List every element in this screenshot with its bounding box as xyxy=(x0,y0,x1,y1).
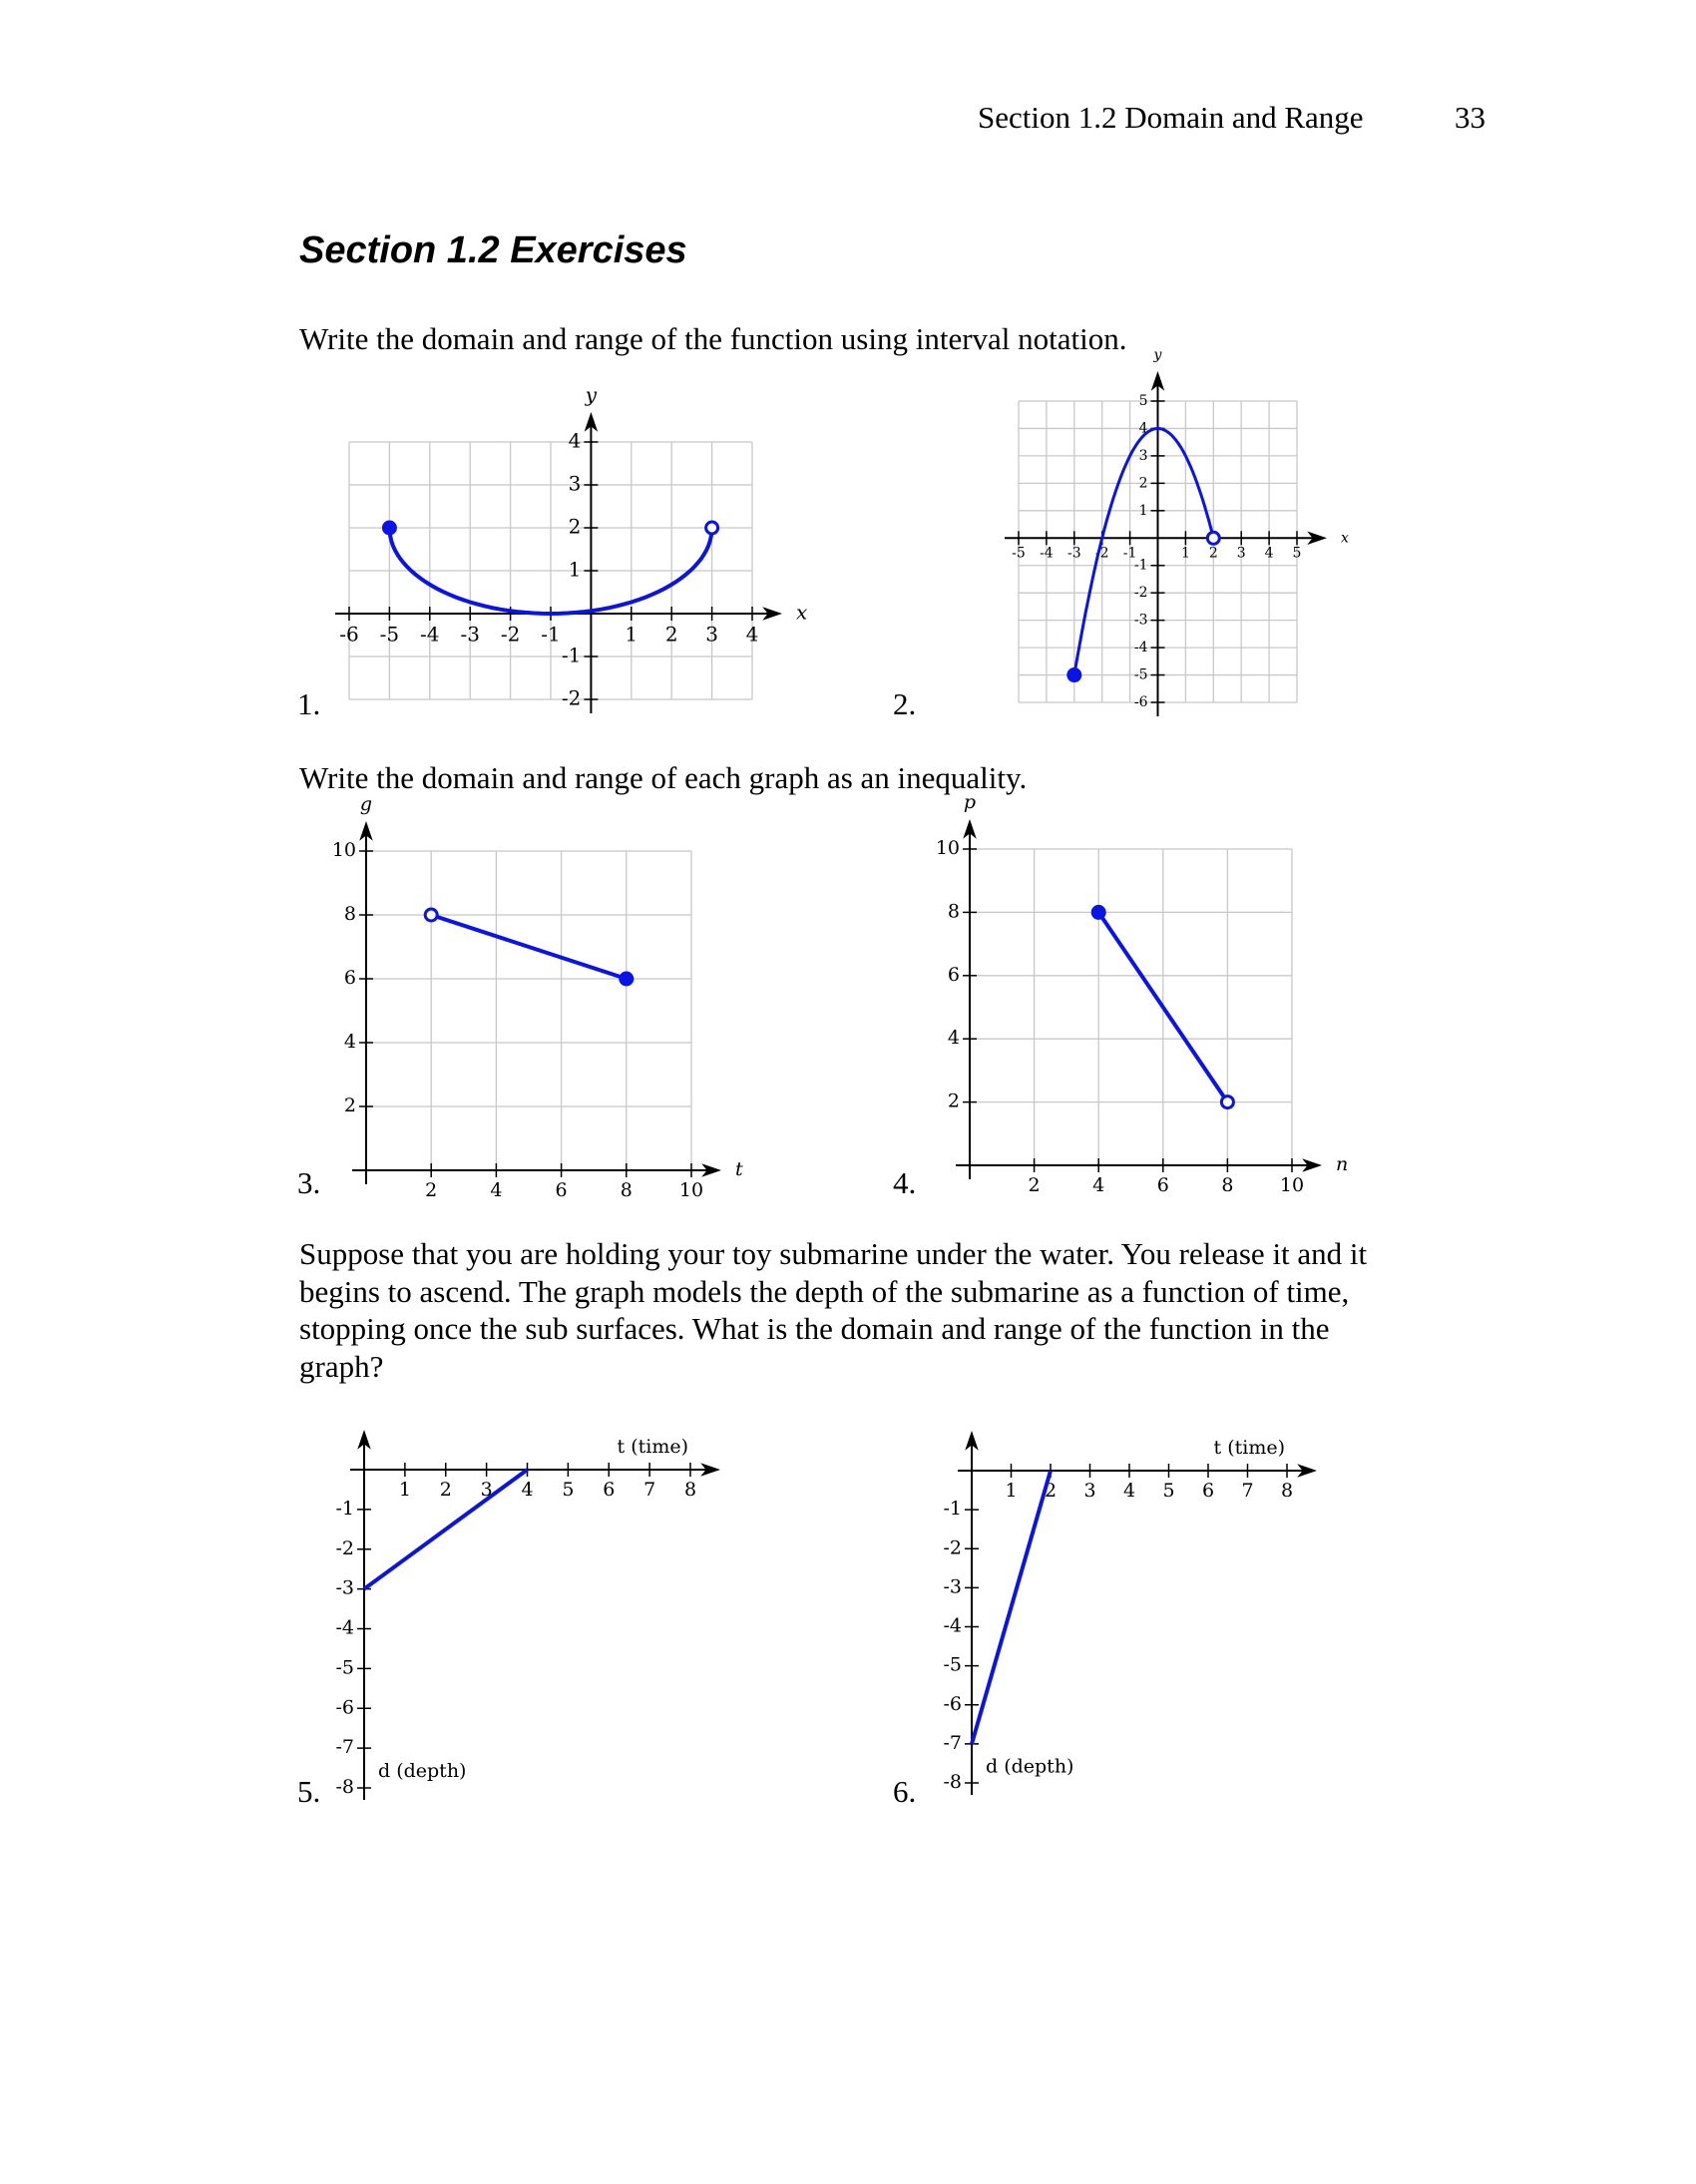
axes xyxy=(332,793,743,1201)
svg-text:10: 10 xyxy=(935,837,960,859)
svg-text:8: 8 xyxy=(683,1478,697,1501)
graph-6 xyxy=(943,1431,1317,1795)
axes xyxy=(943,1431,1317,1795)
closed-endpoint-dot xyxy=(621,973,633,985)
svg-text:-4: -4 xyxy=(943,1614,962,1637)
svg-text:-2: -2 xyxy=(1094,545,1109,562)
open-endpoint-circle xyxy=(1221,1096,1233,1108)
svg-text:-1: -1 xyxy=(1122,545,1137,562)
graph-3 xyxy=(332,793,743,1201)
svg-text:2: 2 xyxy=(343,1094,356,1116)
svg-text:2: 2 xyxy=(1138,475,1148,492)
open-endpoint-circle xyxy=(706,522,718,534)
graph-4 xyxy=(936,791,1348,1196)
svg-text:-1: -1 xyxy=(335,1497,354,1520)
svg-text:-6: -6 xyxy=(335,1696,354,1719)
problem-number-5: 5. xyxy=(297,1774,321,1809)
axes xyxy=(335,383,807,714)
svg-text:-1: -1 xyxy=(1133,557,1148,574)
svg-text:-1: -1 xyxy=(541,622,561,647)
svg-text:7: 7 xyxy=(643,1478,656,1501)
svg-text:-2: -2 xyxy=(335,1536,354,1559)
instruction-interval-notation: Write the domain and range of the function using interval notation. xyxy=(299,321,1127,356)
svg-text:-2: -2 xyxy=(500,622,521,647)
svg-text:-2: -2 xyxy=(561,685,582,710)
svg-text:8: 8 xyxy=(620,1178,633,1201)
svg-text:1: 1 xyxy=(1005,1479,1018,1502)
svg-text:4: 4 xyxy=(1122,1479,1136,1502)
running-header-title: Section 1.2 Domain and Range xyxy=(978,100,1364,135)
svg-text:7: 7 xyxy=(1241,1479,1254,1502)
svg-text:4: 4 xyxy=(745,622,759,647)
svg-text:1: 1 xyxy=(1138,502,1148,519)
open-endpoint-circle xyxy=(425,909,437,921)
page-number: 33 xyxy=(1455,100,1485,135)
svg-text:-4: -4 xyxy=(335,1616,354,1639)
problem-number-1: 1. xyxy=(297,686,321,721)
section-title: Section 1.2 Exercises xyxy=(299,229,687,271)
svg-text:4: 4 xyxy=(1138,420,1148,437)
closed-endpoint-dot xyxy=(1092,906,1104,918)
svg-text:-3: -3 xyxy=(1066,545,1081,562)
graph-2 xyxy=(1005,347,1349,716)
svg-text:4: 4 xyxy=(343,1031,356,1053)
svg-text:t (time): t (time) xyxy=(617,1436,688,1458)
svg-text:-3: -3 xyxy=(943,1575,962,1598)
axes xyxy=(936,791,1348,1196)
svg-text:3: 3 xyxy=(705,622,718,647)
svg-text:4: 4 xyxy=(947,1027,960,1050)
svg-text:8: 8 xyxy=(1280,1479,1294,1502)
paragraph-line: stopping once the sub surfaces. What is the domain and range of the function in the xyxy=(299,1311,1330,1346)
svg-text:8: 8 xyxy=(1221,1173,1234,1196)
svg-text:y: y xyxy=(1153,347,1162,363)
svg-text:-3: -3 xyxy=(335,1576,354,1599)
paragraph-line: Suppose that you are holding your toy submarine under the water. You release it and it xyxy=(299,1236,1368,1271)
paragraph-line: graph? xyxy=(299,1348,384,1384)
svg-text:4: 4 xyxy=(521,1478,534,1501)
problem-number-3: 3. xyxy=(297,1165,321,1200)
svg-text:5: 5 xyxy=(1162,1479,1175,1502)
problem-number-4: 4. xyxy=(893,1165,917,1200)
svg-text:-8: -8 xyxy=(335,1776,354,1798)
svg-text:1: 1 xyxy=(625,622,638,647)
svg-text:p: p xyxy=(963,791,977,813)
svg-text:-3: -3 xyxy=(460,622,480,647)
svg-text:8: 8 xyxy=(343,903,356,925)
svg-text:t (time): t (time) xyxy=(1213,1437,1285,1459)
svg-text:2: 2 xyxy=(439,1478,452,1501)
svg-text:5: 5 xyxy=(562,1478,575,1501)
graph-5 xyxy=(335,1430,720,1800)
paragraph-line: begins to ascend. The graph models the depth of the submarine as a function of time, xyxy=(299,1273,1350,1309)
axes xyxy=(335,1430,720,1800)
function-curve xyxy=(972,1471,1051,1744)
svg-text:2: 2 xyxy=(425,1178,438,1201)
svg-text:-1: -1 xyxy=(561,643,582,667)
svg-text:d (depth): d (depth) xyxy=(986,1755,1074,1778)
svg-text:-5: -5 xyxy=(1133,666,1148,683)
svg-text:2: 2 xyxy=(664,622,678,647)
svg-text:4: 4 xyxy=(568,428,582,453)
problem-number-2: 2. xyxy=(893,686,917,721)
svg-text:-6: -6 xyxy=(339,622,359,647)
svg-text:2: 2 xyxy=(1044,1479,1058,1502)
svg-text:-6: -6 xyxy=(943,1692,962,1715)
svg-text:3: 3 xyxy=(1083,1479,1096,1502)
svg-text:4: 4 xyxy=(1092,1173,1105,1196)
svg-text:6: 6 xyxy=(947,963,960,986)
closed-endpoint-dot xyxy=(1068,669,1080,681)
svg-text:6: 6 xyxy=(343,967,356,989)
svg-text:6: 6 xyxy=(1201,1479,1215,1502)
svg-text:6: 6 xyxy=(603,1478,616,1501)
svg-text:x: x xyxy=(796,600,808,625)
svg-text:10: 10 xyxy=(1279,1173,1305,1196)
instruction-inequality: Write the domain and range of each graph as an inequality. xyxy=(299,760,1028,795)
open-endpoint-circle xyxy=(1207,532,1219,544)
grid xyxy=(970,849,1292,1165)
svg-text:5: 5 xyxy=(1138,393,1148,409)
problem-number-6: 6. xyxy=(893,1774,917,1809)
svg-text:6: 6 xyxy=(555,1178,568,1201)
svg-text:2: 2 xyxy=(1208,545,1218,562)
svg-text:-3: -3 xyxy=(1133,612,1148,629)
svg-text:-5: -5 xyxy=(943,1653,962,1676)
svg-text:8: 8 xyxy=(947,900,960,923)
svg-text:-5: -5 xyxy=(1012,545,1026,562)
svg-text:4: 4 xyxy=(490,1178,503,1201)
graph-1 xyxy=(335,383,807,714)
svg-text:1: 1 xyxy=(568,557,582,582)
svg-text:3: 3 xyxy=(480,1478,493,1501)
svg-text:g: g xyxy=(359,793,373,815)
svg-text:-1: -1 xyxy=(943,1498,962,1521)
svg-text:-4: -4 xyxy=(420,622,440,647)
closed-endpoint-dot xyxy=(383,522,395,534)
grid xyxy=(366,851,691,1170)
svg-text:6: 6 xyxy=(1156,1173,1169,1196)
svg-text:-5: -5 xyxy=(379,622,400,647)
svg-text:2: 2 xyxy=(568,514,582,539)
svg-text:10: 10 xyxy=(678,1178,704,1201)
svg-text:2: 2 xyxy=(1028,1173,1041,1196)
svg-text:d (depth): d (depth) xyxy=(378,1760,467,1783)
svg-text:-7: -7 xyxy=(335,1736,354,1759)
svg-text:3: 3 xyxy=(568,471,582,496)
svg-text:-2: -2 xyxy=(1133,585,1148,602)
svg-text:n: n xyxy=(1336,1153,1349,1175)
svg-text:y: y xyxy=(585,382,598,407)
svg-text:x: x xyxy=(1341,530,1349,547)
svg-text:10: 10 xyxy=(331,839,356,861)
svg-text:t: t xyxy=(735,1158,743,1180)
svg-text:2: 2 xyxy=(947,1090,960,1112)
svg-text:3: 3 xyxy=(1236,545,1246,562)
function-curve xyxy=(431,915,627,979)
svg-text:3: 3 xyxy=(1138,447,1148,464)
svg-text:-4: -4 xyxy=(1133,640,1148,656)
svg-text:-8: -8 xyxy=(943,1771,962,1793)
svg-text:1: 1 xyxy=(398,1478,411,1501)
svg-text:-2: -2 xyxy=(943,1536,962,1559)
svg-text:1: 1 xyxy=(1180,545,1190,562)
svg-text:-5: -5 xyxy=(335,1656,354,1679)
svg-text:-7: -7 xyxy=(943,1731,962,1754)
svg-text:4: 4 xyxy=(1264,545,1274,562)
svg-text:-6: -6 xyxy=(1133,694,1148,710)
svg-text:-4: -4 xyxy=(1040,545,1054,562)
svg-text:5: 5 xyxy=(1292,545,1302,562)
